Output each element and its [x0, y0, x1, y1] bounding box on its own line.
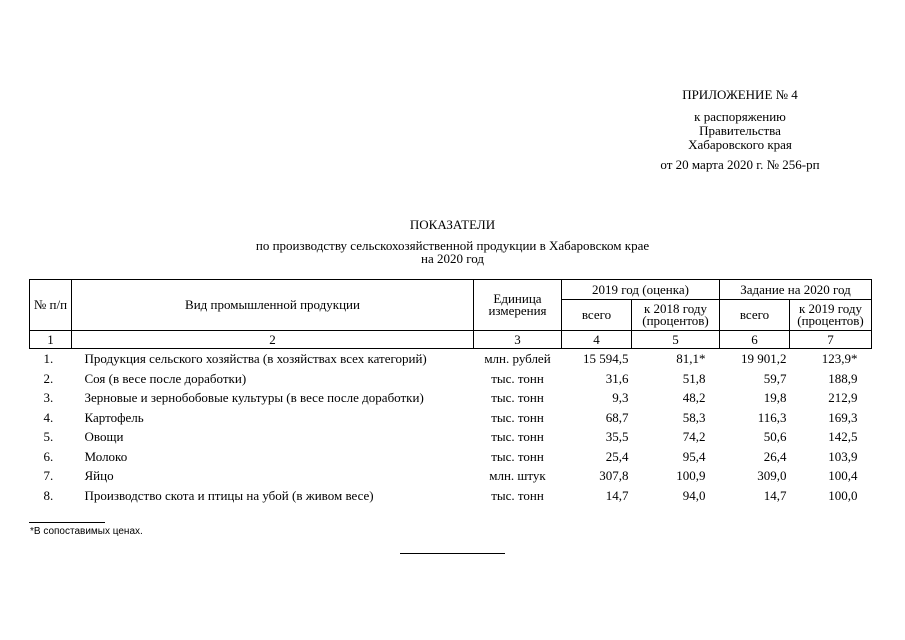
row-number-cell: 7. [43, 468, 54, 484]
appendix-title: ПРИЛОЖЕНИЕ № 4 [682, 87, 798, 102]
row-number-cell: 1. [43, 351, 54, 367]
product-name-cell: Овощи [84, 429, 124, 445]
table-row [30, 388, 872, 408]
percent-to-2018-cell: 74,2 [682, 429, 706, 445]
value-2020-cell: 59,7 [763, 370, 787, 386]
percent-to-2019-cell: 100,4 [828, 468, 858, 484]
product-name-cell: Яйцо [84, 468, 114, 484]
table-body [30, 349, 872, 506]
end-of-document-line [400, 553, 505, 554]
unit-cell: тыс. тонн [491, 487, 544, 503]
product-name-cell: Молоко [84, 448, 128, 464]
heading-subtitle-line-2: на 2020 год [421, 251, 484, 266]
value-2019-cell: 14,7 [605, 487, 629, 503]
percent-to-2018-cell: 95,4 [682, 448, 706, 464]
value-2019-cell: 68,7 [605, 409, 629, 425]
unit-cell: тыс. тонн [491, 370, 544, 386]
value-2020-cell: 309,0 [757, 468, 787, 484]
percent-to-2018-cell: 51,8 [682, 370, 706, 386]
product-name-cell: Производство скота и птицы на убой (в живом весе) [84, 487, 374, 503]
percent-to-2018-cell: 58,3 [682, 409, 706, 425]
column-number-6: 6 [720, 331, 790, 349]
product-name-cell: Продукция сельского хозяйства (в хозяйствах всех категорий) [84, 351, 427, 367]
appendix-block [635, 88, 845, 172]
percent-to-2018-cell: 81,1* [676, 351, 706, 367]
column-number-3: 3 [474, 331, 562, 349]
heading-subtitle-line-1: по производству сельскохозяйственной продукции в Хабаровском крае [255, 238, 650, 253]
value-2020-cell: 19,8 [763, 390, 787, 406]
percent-to-2019-cell: 188,9 [828, 370, 858, 386]
unit-cell: тыс. тонн [491, 390, 544, 406]
table-row [30, 466, 872, 486]
product-name-cell: Соя (в весе после доработки) [84, 370, 247, 386]
row-number-cell: 3. [43, 390, 54, 406]
row-number-cell: 5. [43, 429, 54, 445]
percent-to-2019-cell: 142,5 [828, 429, 858, 445]
unit-cell: млн. штук [489, 468, 546, 484]
value-2019-cell: 307,8 [599, 468, 629, 484]
table-row [30, 427, 872, 447]
unit-cell: тыс. тонн [491, 429, 544, 445]
header-pct-2019: к 2019 году (процентов) [790, 300, 872, 331]
header-num: № п/п [30, 280, 72, 331]
appendix-line-3: Хабаровского края [688, 137, 792, 152]
value-2019-cell: 9,3 [612, 390, 629, 406]
unit-cell: млн. рублей [484, 351, 551, 367]
product-name-cell: Зерновые и зернобобовые культуры (в весе после доработки) [84, 390, 424, 406]
appendix-date: от 20 марта 2020 г. № 256-рп [660, 157, 820, 172]
header-group-2019: 2019 год (оценка) [562, 280, 720, 300]
document-heading [0, 218, 905, 265]
value-2020-cell: 50,6 [763, 429, 787, 445]
value-2019-cell: 25,4 [605, 448, 629, 464]
percent-to-2019-cell: 103,9 [828, 448, 858, 464]
percent-to-2019-cell: 123,9* [821, 351, 858, 367]
row-number-cell: 6. [43, 448, 54, 464]
appendix-line-1: к распоряжению [694, 109, 786, 124]
percent-to-2018-cell: 48,2 [682, 390, 706, 406]
percent-to-2019-cell: 100,0 [828, 487, 858, 503]
header-unit: Единица измерения [474, 280, 562, 331]
value-2020-cell: 116,3 [757, 409, 787, 425]
value-2019-cell: 31,6 [605, 370, 629, 386]
table-row [30, 408, 872, 428]
column-number-4: 4 [562, 331, 632, 349]
column-number-7: 7 [790, 331, 872, 349]
table-row [30, 349, 872, 369]
table-row [30, 447, 872, 467]
row-number-cell: 8. [43, 487, 54, 503]
column-number-1: 1 [30, 331, 72, 349]
percent-to-2018-cell: 94,0 [682, 487, 706, 503]
value-2019-cell: 15 594,5 [583, 351, 629, 367]
unit-cell: тыс. тонн [491, 409, 544, 425]
column-number-5: 5 [632, 331, 720, 349]
table-row [30, 369, 872, 389]
footnote-divider [29, 522, 105, 523]
row-number-cell: 2. [43, 370, 54, 386]
table-row [30, 486, 872, 506]
header-name: Вид промышленной продукции [72, 280, 474, 331]
value-2019-cell: 35,5 [605, 429, 629, 445]
product-name-cell: Картофель [84, 409, 144, 425]
row-number-cell: 4. [43, 409, 54, 425]
footnote: *В сопоставимых ценах. [30, 526, 143, 537]
appendix-line-2: Правительства [699, 123, 781, 138]
header-pct-2018: к 2018 году (процентов) [632, 300, 720, 331]
header-total-2019: всего [562, 300, 632, 331]
value-2020-cell: 19 901,2 [741, 351, 787, 367]
percent-to-2019-cell: 212,9 [828, 390, 858, 406]
header-group-2020: Задание на 2020 год [720, 280, 872, 300]
percent-to-2019-cell: 169,3 [828, 409, 858, 425]
value-2020-cell: 14,7 [763, 487, 787, 503]
percent-to-2018-cell: 100,9 [676, 468, 706, 484]
header-total-2020: всего [720, 300, 790, 331]
value-2020-cell: 26,4 [763, 448, 787, 464]
column-number-2: 2 [72, 331, 474, 349]
heading-title: ПОКАЗАТЕЛИ [409, 217, 496, 232]
indicators-table [29, 279, 872, 505]
unit-cell: тыс. тонн [491, 448, 544, 464]
